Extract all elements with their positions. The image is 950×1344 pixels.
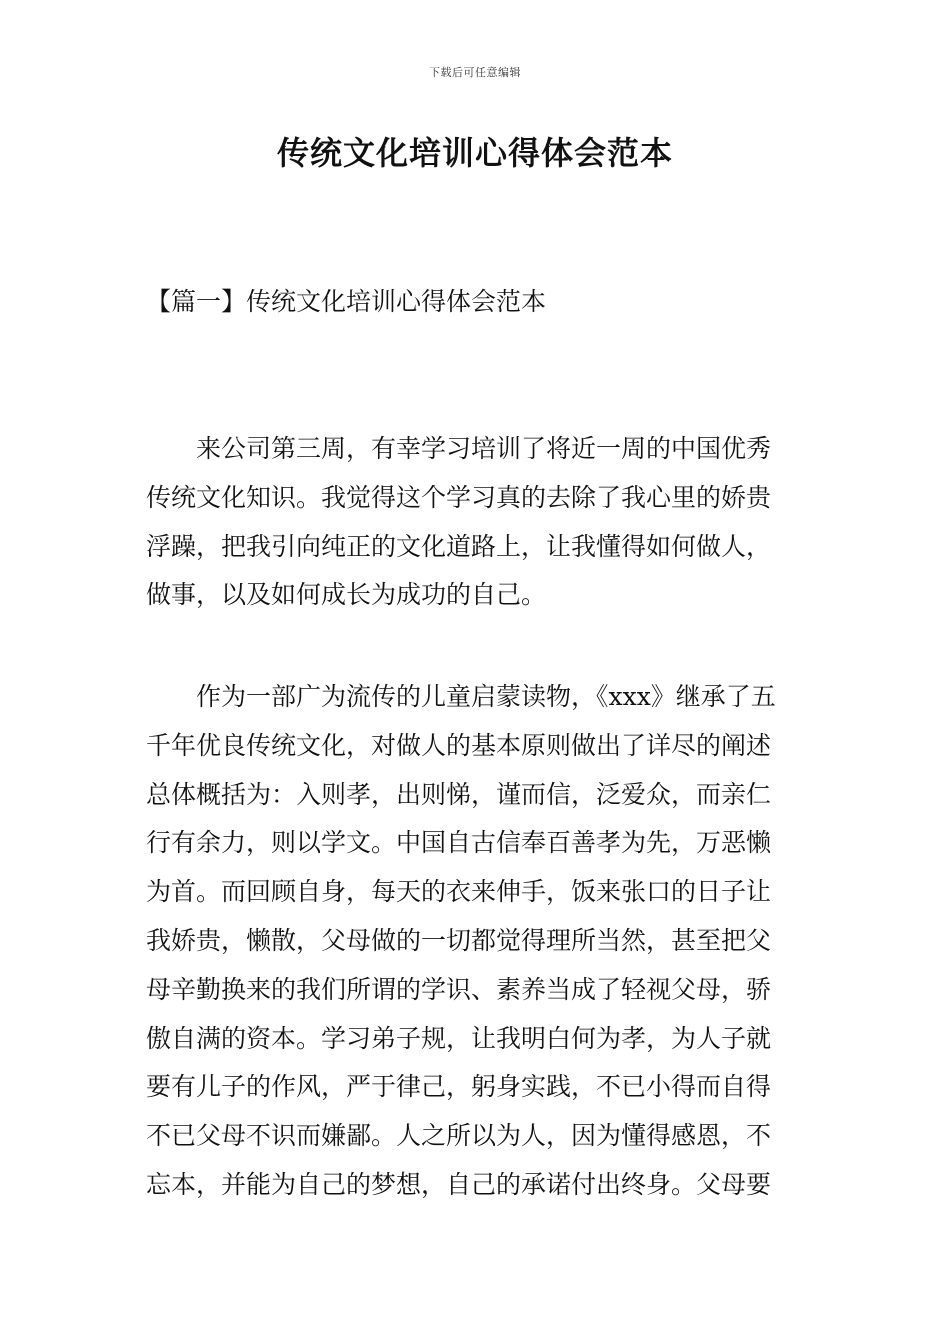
paragraph-2 [146, 673, 806, 1210]
paragraph-line: 行有余力，则以学文。中国自古信奉百善孝为先，万恶懒 [146, 828, 772, 858]
paragraph-line: 母辛勤换来的我们所谓的学识、素养当成了轻视父母，骄 [146, 974, 772, 1004]
paragraph-line: 我娇贵，懒散，父母做的一切都觉得理所当然，甚至把父 [146, 925, 772, 955]
header-note: 下载后可任意编辑 [429, 66, 521, 79]
paragraph-1 [146, 425, 806, 620]
paragraph-line: 不已父母不识而嫌鄙。人之所以为人，因为懂得感恩，不 [146, 1121, 772, 1151]
paragraph-line: 做事，以及如何成长为成功的自己。 [146, 580, 547, 610]
paragraph-line: 忘本，并能为自己的梦想，自己的承诺付出终身。父母要 [146, 1169, 772, 1199]
paragraph-line: 传统文化知识。我觉得这个学习真的去除了我心里的娇贵 [146, 482, 772, 512]
section-heading: 【篇一】传统文化培训心得体会范本 [146, 287, 547, 316]
paragraph-line: 傲自满的资本。学习弟子规，让我明白何为孝，为人子就 [146, 1023, 772, 1053]
paragraph-line: 作为一部广为流传的儿童启蒙读物，《xxx》继承了五 [146, 682, 776, 711]
paragraph-line: 千年优良传统文化，对做人的基本原则做出了详尽的阐述 [146, 730, 772, 760]
paragraph-line: 浮躁，把我引向纯正的文化道路上，让我懂得如何做人， [146, 531, 772, 561]
paragraph-line: 为首。而回顾自身，每天的衣来伸手，饭来张口的日子让 [146, 877, 772, 907]
paragraph-line: 来公司第三周，有幸学习培训了将近一周的中国优秀 [146, 434, 772, 463]
paragraph-line: 要有儿子的作风，严于律己，躬身实践，不已小得而自得 [146, 1072, 772, 1102]
paragraph-line: 总体概括为：入则孝，出则悌，谨而信，泛爱众，而亲仁 [146, 779, 772, 809]
document-title: 传统文化培训心得体会范本 [276, 134, 673, 172]
